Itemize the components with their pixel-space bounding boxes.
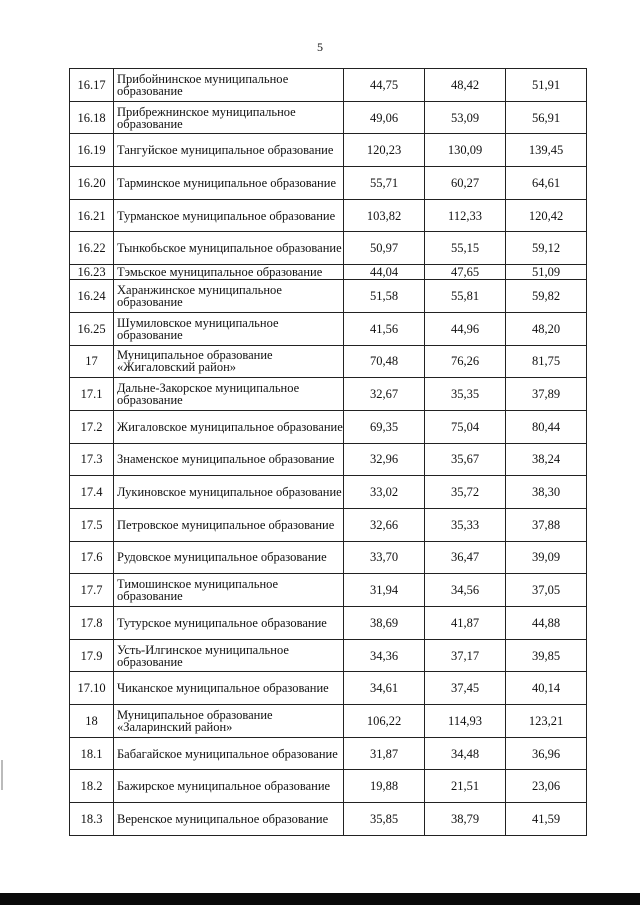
municipality-name-cell: Тынкобьское муниципальное образование bbox=[114, 232, 344, 265]
table-row bbox=[70, 508, 587, 541]
table-row bbox=[70, 476, 587, 509]
row-number-cell: 17.4 bbox=[70, 476, 114, 509]
municipality-name-cell: Прибойнинское муниципальное образование bbox=[114, 69, 344, 102]
value-cell-3: 37,05 bbox=[506, 574, 587, 607]
value-cell-1: 31,87 bbox=[344, 737, 425, 770]
value-cell-1: 33,70 bbox=[344, 541, 425, 574]
value-cell-2: 76,26 bbox=[425, 345, 506, 378]
municipality-name-cell: Тэмьское муниципальное образование bbox=[114, 265, 344, 280]
value-cell-3: 40,14 bbox=[506, 672, 587, 705]
value-cell-3: 123,21 bbox=[506, 705, 587, 738]
municipality-name-cell: Петровское муниципальное образование bbox=[114, 508, 344, 541]
value-cell-3: 23,06 bbox=[506, 770, 587, 803]
value-cell-2: 75,04 bbox=[425, 410, 506, 443]
row-number-cell: 17.7 bbox=[70, 574, 114, 607]
value-cell-3: 37,88 bbox=[506, 508, 587, 541]
value-cell-2: 48,42 bbox=[425, 69, 506, 102]
value-cell-3: 39,85 bbox=[506, 639, 587, 672]
table-row bbox=[70, 410, 587, 443]
row-number-cell: 17.6 bbox=[70, 541, 114, 574]
value-cell-2: 114,93 bbox=[425, 705, 506, 738]
municipality-name-cell: Харанжинское муниципальное образование bbox=[114, 280, 344, 313]
municipality-name-cell: Тутурское муниципальное образование bbox=[114, 607, 344, 640]
value-cell-3: 56,91 bbox=[506, 101, 587, 134]
value-cell-1: 32,66 bbox=[344, 508, 425, 541]
value-cell-2: 34,48 bbox=[425, 737, 506, 770]
table-row bbox=[70, 134, 587, 167]
value-cell-3: 39,09 bbox=[506, 541, 587, 574]
table-row bbox=[70, 737, 587, 770]
value-cell-2: 37,17 bbox=[425, 639, 506, 672]
page-number: 5 bbox=[317, 40, 323, 54]
table-row bbox=[70, 378, 587, 411]
municipality-name-cell: Рудовское муниципальное образование bbox=[114, 541, 344, 574]
value-cell-1: 69,35 bbox=[344, 410, 425, 443]
value-cell-2: 53,09 bbox=[425, 101, 506, 134]
value-cell-3: 41,59 bbox=[506, 803, 587, 836]
row-number-cell: 17.9 bbox=[70, 639, 114, 672]
value-cell-2: 35,33 bbox=[425, 508, 506, 541]
row-number-cell: 17.10 bbox=[70, 672, 114, 705]
table-row bbox=[70, 101, 587, 134]
scan-bottom-edge bbox=[0, 893, 640, 905]
value-cell-2: 41,87 bbox=[425, 607, 506, 640]
scan-margin-mark bbox=[1, 760, 3, 790]
value-cell-2: 21,51 bbox=[425, 770, 506, 803]
value-cell-2: 36,47 bbox=[425, 541, 506, 574]
table-row bbox=[70, 705, 587, 738]
row-number-cell: 17.8 bbox=[70, 607, 114, 640]
value-cell-1: 41,56 bbox=[344, 312, 425, 345]
row-number-cell: 16.18 bbox=[70, 101, 114, 134]
value-cell-2: 37,45 bbox=[425, 672, 506, 705]
table-body bbox=[70, 69, 587, 836]
value-cell-2: 35,72 bbox=[425, 476, 506, 509]
row-number-cell: 16.23 bbox=[70, 265, 114, 280]
municipality-name-cell: Тарминское муниципальное образование bbox=[114, 167, 344, 200]
value-cell-2: 35,35 bbox=[425, 378, 506, 411]
row-number-cell: 18.1 bbox=[70, 737, 114, 770]
row-number-cell: 17.2 bbox=[70, 410, 114, 443]
row-number-cell: 17.5 bbox=[70, 508, 114, 541]
municipal-data-table bbox=[69, 68, 587, 836]
value-cell-1: 70,48 bbox=[344, 345, 425, 378]
value-cell-3: 51,91 bbox=[506, 69, 587, 102]
municipality-name-cell: Тангуйское муниципальное образование bbox=[114, 134, 344, 167]
table-row bbox=[70, 280, 587, 313]
value-cell-2: 60,27 bbox=[425, 167, 506, 200]
value-cell-3: 64,61 bbox=[506, 167, 587, 200]
value-cell-2: 44,96 bbox=[425, 312, 506, 345]
value-cell-1: 33,02 bbox=[344, 476, 425, 509]
municipality-name-cell: Жигаловское муниципальное образование bbox=[114, 410, 344, 443]
table-row bbox=[70, 443, 587, 476]
municipality-name-cell: Турманское муниципальное образование bbox=[114, 199, 344, 232]
value-cell-3: 37,89 bbox=[506, 378, 587, 411]
table-row bbox=[70, 232, 587, 265]
value-cell-1: 32,96 bbox=[344, 443, 425, 476]
table-row bbox=[70, 574, 587, 607]
row-number-cell: 16.22 bbox=[70, 232, 114, 265]
row-number-cell: 16.20 bbox=[70, 167, 114, 200]
value-cell-3: 59,82 bbox=[506, 280, 587, 313]
row-number-cell: 18.2 bbox=[70, 770, 114, 803]
municipality-name-cell: Шумиловское муниципальное образование bbox=[114, 312, 344, 345]
row-number-cell: 16.25 bbox=[70, 312, 114, 345]
municipality-name-cell: Дальне-Закорское муниципальное образование bbox=[114, 378, 344, 411]
municipality-name-cell: Бабагайское муниципальное образование bbox=[114, 737, 344, 770]
value-cell-3: 120,42 bbox=[506, 199, 587, 232]
value-cell-1: 44,04 bbox=[344, 265, 425, 280]
value-cell-3: 51,09 bbox=[506, 265, 587, 280]
value-cell-1: 51,58 bbox=[344, 280, 425, 313]
row-number-cell: 16.19 bbox=[70, 134, 114, 167]
row-number-cell: 17.1 bbox=[70, 378, 114, 411]
value-cell-1: 106,22 bbox=[344, 705, 425, 738]
value-cell-1: 35,85 bbox=[344, 803, 425, 836]
value-cell-1: 55,71 bbox=[344, 167, 425, 200]
row-number-cell: 16.24 bbox=[70, 280, 114, 313]
table-row bbox=[70, 199, 587, 232]
table-row bbox=[70, 312, 587, 345]
value-cell-3: 38,30 bbox=[506, 476, 587, 509]
row-number-cell: 18.3 bbox=[70, 803, 114, 836]
municipality-name-cell: Бажирское муниципальное образование bbox=[114, 770, 344, 803]
value-cell-1: 31,94 bbox=[344, 574, 425, 607]
table-row bbox=[70, 541, 587, 574]
value-cell-1: 34,36 bbox=[344, 639, 425, 672]
table-row bbox=[70, 803, 587, 836]
row-number-cell: 17.3 bbox=[70, 443, 114, 476]
value-cell-2: 34,56 bbox=[425, 574, 506, 607]
municipality-name-cell: Усть-Илгинское муниципальное образование bbox=[114, 639, 344, 672]
value-cell-1: 34,61 bbox=[344, 672, 425, 705]
table-row bbox=[70, 69, 587, 102]
value-cell-3: 59,12 bbox=[506, 232, 587, 265]
row-number-cell: 16.21 bbox=[70, 199, 114, 232]
value-cell-3: 80,44 bbox=[506, 410, 587, 443]
value-cell-3: 36,96 bbox=[506, 737, 587, 770]
table-row bbox=[70, 639, 587, 672]
value-cell-2: 38,79 bbox=[425, 803, 506, 836]
municipality-name-cell: Прибрежнинское муниципальное образование bbox=[114, 101, 344, 134]
value-cell-1: 50,97 bbox=[344, 232, 425, 265]
value-cell-1: 19,88 bbox=[344, 770, 425, 803]
municipality-name-cell: Веренское муниципальное образование bbox=[114, 803, 344, 836]
value-cell-1: 38,69 bbox=[344, 607, 425, 640]
value-cell-2: 112,33 bbox=[425, 199, 506, 232]
value-cell-2: 35,67 bbox=[425, 443, 506, 476]
value-cell-1: 103,82 bbox=[344, 199, 425, 232]
municipality-name-cell: Знаменское муниципальное образование bbox=[114, 443, 344, 476]
table-row bbox=[70, 672, 587, 705]
value-cell-3: 38,24 bbox=[506, 443, 587, 476]
municipality-name-cell: Чиканское муниципальное образование bbox=[114, 672, 344, 705]
value-cell-1: 44,75 bbox=[344, 69, 425, 102]
row-number-cell: 17 bbox=[70, 345, 114, 378]
table-row bbox=[70, 265, 587, 280]
municipality-name-cell: Тимошинское муниципальное образование bbox=[114, 574, 344, 607]
table-row bbox=[70, 167, 587, 200]
value-cell-2: 130,09 bbox=[425, 134, 506, 167]
value-cell-1: 49,06 bbox=[344, 101, 425, 134]
value-cell-1: 120,23 bbox=[344, 134, 425, 167]
row-number-cell: 16.17 bbox=[70, 69, 114, 102]
municipality-name-cell: Муниципальное образование «Жигаловский район» bbox=[114, 345, 344, 378]
value-cell-2: 47,65 bbox=[425, 265, 506, 280]
value-cell-1: 32,67 bbox=[344, 378, 425, 411]
value-cell-2: 55,15 bbox=[425, 232, 506, 265]
value-cell-3: 44,88 bbox=[506, 607, 587, 640]
value-cell-3: 139,45 bbox=[506, 134, 587, 167]
value-cell-2: 55,81 bbox=[425, 280, 506, 313]
value-cell-3: 48,20 bbox=[506, 312, 587, 345]
table-row bbox=[70, 770, 587, 803]
municipality-name-cell: Лукиновское муниципальное образование bbox=[114, 476, 344, 509]
table-row bbox=[70, 345, 587, 378]
value-cell-3: 81,75 bbox=[506, 345, 587, 378]
table-row bbox=[70, 607, 587, 640]
municipality-name-cell: Муниципальное образование «Заларинский район» bbox=[114, 705, 344, 738]
row-number-cell: 18 bbox=[70, 705, 114, 738]
